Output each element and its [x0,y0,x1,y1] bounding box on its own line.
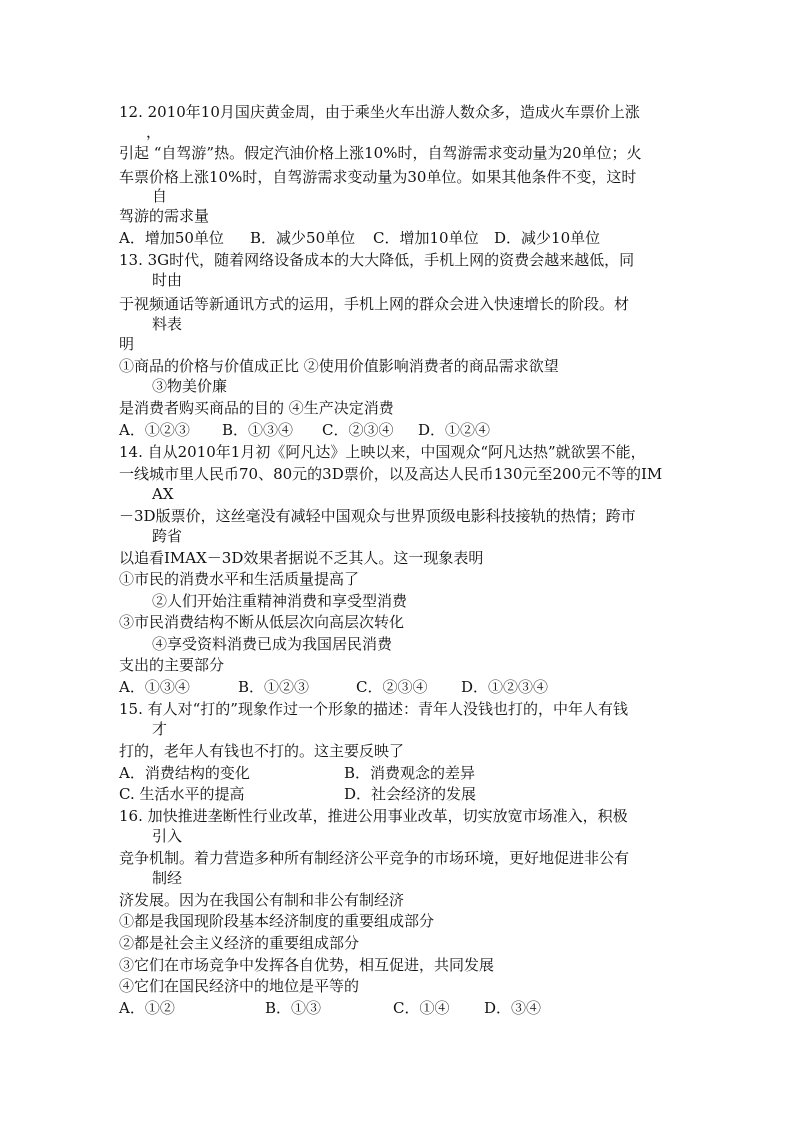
q16-line-9: ④它们在国民经济中的地位是平等的 [119,977,360,995]
q16-line-8: ③它们在市场竞争中发挥各自优势，相互促进，共同发展 [119,956,495,974]
q13-line-7: ③物美价廉 [152,377,228,395]
q14-option-c: C．②③④ [356,678,428,696]
q14-line-3: AX [152,485,174,503]
q12-option-d: D．减少10单位 [494,229,601,247]
q16-line-6: ①都是我国现阶段基本经济制度的重要组成部分 [119,912,435,930]
q14-line-4: －3D版票价，这丝毫没有减轻中国观众与世界顶级电影科技接轨的热情；跨市 [119,507,636,525]
q13-line-8: 是消费者购买商品的目的 ④生产决定消费 [119,399,394,417]
q14-option-b: B．①②③ [238,678,310,696]
q15-option-a: A．消费结构的变化 [119,764,250,782]
q16-line-4: 制经 [152,869,183,887]
q12-line-3: 引起 “自驾游”热。假定汽油价格上涨10%时，自驾游需求变动量为20单位；火 [119,144,642,162]
q13-line-5: 明 [119,335,135,353]
q14-line-6: 以追看IMAX－3D效果者据说不乏其人。这一现象表明 [119,549,484,567]
q14-line-8: ②人们开始注重精神消费和享受型消费 [152,592,408,610]
q14-line-11: 支出的主要部分 [119,656,225,674]
q16-line-7: ②都是社会主义经济的重要组成部分 [119,934,360,952]
q14-line-7: ①市民的消费水平和生活质量提高了 [119,570,360,588]
q13-option-c: C．②③④ [322,421,394,439]
q15-option-c: C. 生活水平的提高 [119,785,245,803]
q13-line-2: 时由 [152,271,183,289]
q13-line-4: 料表 [152,315,183,333]
q12-line-6: 驾游的需求量 [119,207,210,225]
q13-option-d: D．①②④ [418,421,491,439]
q16-line-1: 16. 加快推进垄断性行业改革，推进公用事业改革，切实放宽市场准入，积极 [119,807,628,825]
q13-line-3: 于视频通话等新通讯方式的运用，手机上网的群众会进入快速增长的阶段。材 [119,295,630,313]
q15-option-b: B．消费观念的差异 [344,764,476,782]
q15-option-d: D．社会经济的发展 [344,785,477,803]
q15-line-3: 打的，老年人有钱也不打的。这主要反映了 [119,742,405,760]
q12-option-c: C．增加10单位 [373,229,479,247]
q14-line-2: 一线城市里人民币70、80元的3D票价，以及高达人民币130元至200元不等的IM [119,465,663,483]
q12-line-5: 自 [152,187,168,205]
q14-line-1: 14. 自从2010年1月初《阿凡达》上映以来，中国观众“阿凡达热”就欲罢不能， [119,443,646,461]
q16-line-3: 竞争机制。着力营造多种所有制经济公平竞争的市场环境，更好地促进非公有 [119,849,630,867]
q13-option-b: B．①③④ [222,421,294,439]
q14-option-d: D．①②③④ [461,678,549,696]
q14-line-10: ④享受资料消费已成为我国居民消费 [152,635,393,653]
q16-line-2: 引入 [152,827,183,845]
q13-line-6: ①商品的价格与价值成正比 ②使用价值影响消费者的商品需求欲望 [119,357,559,375]
q14-line-5: 跨省 [152,527,183,545]
q12-line-2: ， [146,123,162,141]
q14-line-9: ③市民消费结构不断从低层次向高层次转化 [119,613,405,631]
q12-option-a: A．增加50单位 [119,229,224,247]
q16-option-a: A．①② [119,999,175,1017]
q12-option-b: B．减少50单位 [250,229,356,247]
q16-option-c: C．①④ [393,999,450,1017]
q13-option-a: A．①②③ [119,421,190,439]
q12-line-1: 12. 2010年10月国庆黄金周，由于乘坐火车出游人数众多，造成火车票价上涨 [119,103,640,121]
q15-line-2: 才 [152,720,168,738]
q16-line-5: 济发展。因为在我国公有制和非公有制经济 [119,891,405,909]
q15-line-1: 15. 有人对“打的”现象作过一个形象的描述：青年人没钱也打的，中年人有钱 [119,700,628,718]
q12-line-4: 车票价格上涨10%时，自驾游需求变动量为30单位。如果其他条件不变，这时 [119,168,637,186]
q16-option-b: B．①③ [265,999,322,1017]
q16-option-d: D．③④ [484,999,542,1017]
q14-option-a: A．①③④ [119,678,190,696]
q13-line-1: 13. 3G时代，随着网络设备成本的大大降低，手机上网的资费会越来越低，同 [119,251,635,269]
